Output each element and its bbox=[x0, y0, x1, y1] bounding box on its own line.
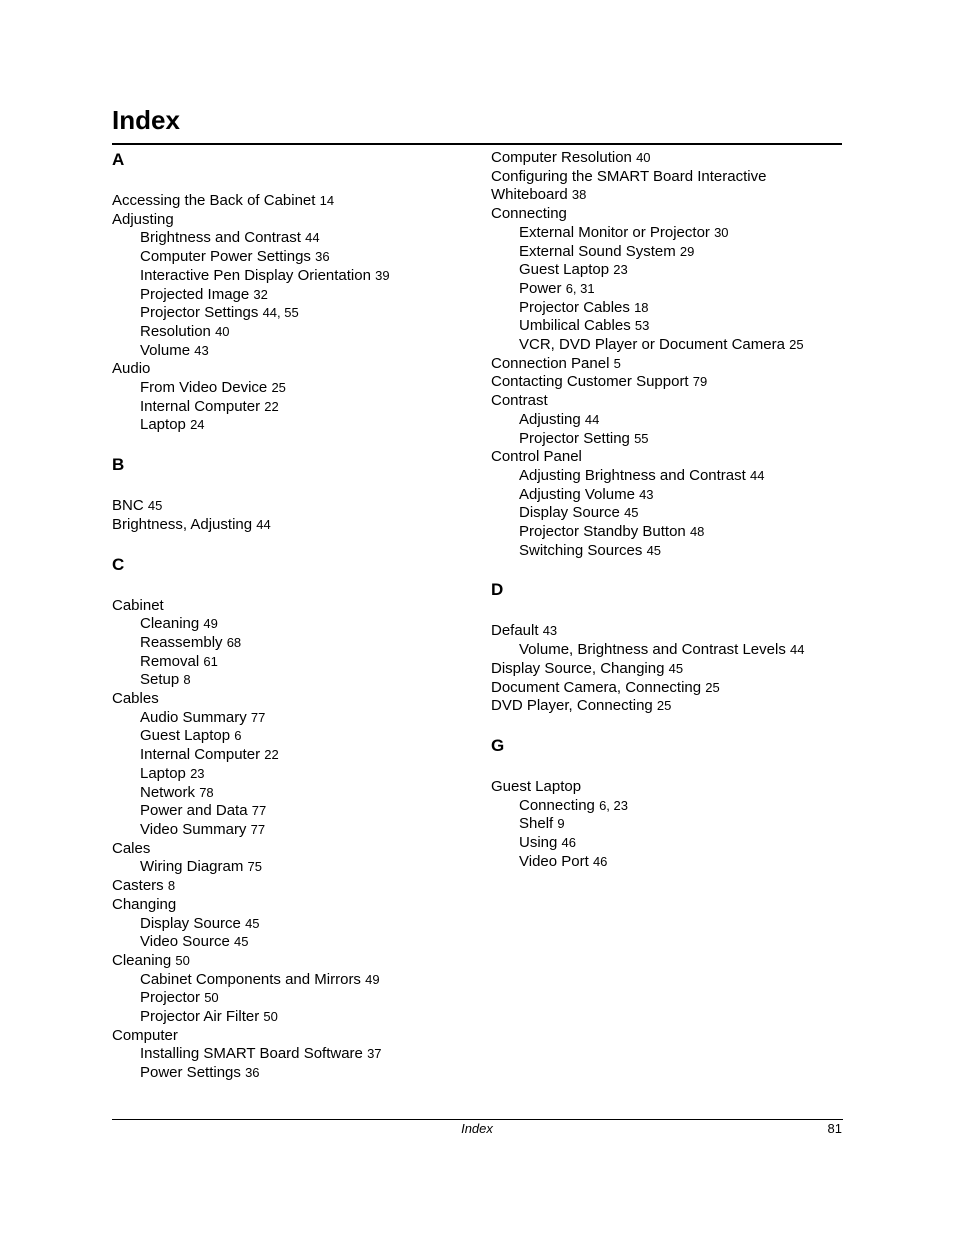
index-entry bbox=[491, 679, 851, 698]
entry-list bbox=[112, 597, 472, 1083]
entry-term: Removal bbox=[140, 652, 200, 670]
entry-page-ref[interactable]: 6, 23 bbox=[599, 797, 628, 813]
entry-page-ref[interactable]: 23 bbox=[613, 262, 628, 278]
index-entry bbox=[491, 205, 851, 224]
entry-term: Connection Panel bbox=[491, 354, 610, 372]
entry-term: Connecting bbox=[519, 796, 595, 814]
entry-page-ref[interactable]: 32 bbox=[253, 286, 268, 302]
entry-page-ref[interactable]: 36 bbox=[245, 1065, 260, 1081]
index-section bbox=[112, 554, 472, 1083]
index-subentry bbox=[112, 267, 472, 286]
entry-page-ref[interactable]: 68 bbox=[226, 634, 242, 650]
section-letter: D bbox=[491, 580, 504, 600]
entry-page-ref[interactable]: 77 bbox=[250, 821, 266, 837]
index-subentry bbox=[491, 280, 851, 299]
index-subentry bbox=[112, 615, 472, 634]
index-section bbox=[491, 735, 851, 872]
index-subentry bbox=[112, 971, 472, 990]
entry-term: Power and Data bbox=[140, 802, 248, 820]
entry-page-ref[interactable]: 77 bbox=[251, 803, 267, 819]
index-subentry bbox=[112, 671, 472, 690]
entry-page-ref[interactable]: 40 bbox=[215, 323, 230, 339]
entry-term: Adjusting bbox=[519, 410, 581, 428]
index-subentry bbox=[491, 523, 851, 542]
index-entry bbox=[491, 448, 851, 467]
index-subentry bbox=[112, 1045, 472, 1064]
index-subentry bbox=[491, 299, 851, 318]
entry-term: Projector Settings bbox=[140, 304, 259, 322]
index-subentry bbox=[491, 504, 851, 523]
entry-term: Internal Computer bbox=[140, 397, 261, 415]
entry-page-ref[interactable]: 25 bbox=[789, 337, 804, 353]
entry-term: DVD Player, Connecting bbox=[491, 697, 653, 715]
entry-page-ref[interactable]: 44 bbox=[749, 467, 765, 483]
section-letter: A bbox=[112, 150, 125, 169]
index-subentry bbox=[491, 317, 851, 336]
entry-page-ref[interactable]: 75 bbox=[247, 859, 262, 875]
entry-term: Video Port bbox=[519, 852, 589, 870]
index-entry bbox=[491, 622, 851, 641]
entry-term: Configuring the SMART Board Interactive bbox=[491, 167, 767, 185]
index-subentry bbox=[112, 858, 472, 877]
entry-term: Cleaning bbox=[140, 615, 200, 633]
index-subentry bbox=[112, 398, 472, 417]
index-subentry bbox=[112, 915, 472, 934]
index-subentry bbox=[112, 802, 472, 821]
entry-page-ref[interactable]: 43 bbox=[639, 486, 654, 502]
entry-page-ref[interactable]: 45 bbox=[233, 934, 249, 950]
entry-page-ref[interactable]: 29 bbox=[679, 243, 695, 259]
entry-list bbox=[491, 622, 851, 716]
entry-term: Computer bbox=[112, 1026, 178, 1044]
entry-list bbox=[112, 192, 472, 435]
entry-page-ref[interactable]: 53 bbox=[634, 318, 650, 334]
section-letter: C bbox=[112, 554, 125, 574]
entry-term: Volume bbox=[140, 341, 191, 359]
entry-page-ref[interactable]: 45 bbox=[646, 542, 662, 558]
entry-term: Laptop bbox=[140, 764, 186, 782]
index-subentry bbox=[491, 261, 851, 280]
entry-list bbox=[491, 778, 851, 872]
entry-term: Default bbox=[491, 622, 539, 640]
entry-term: Using bbox=[519, 834, 558, 852]
entry-term: Projector Setting bbox=[519, 429, 630, 447]
entry-page-ref[interactable]: 43 bbox=[542, 623, 558, 639]
index-column-right bbox=[491, 149, 851, 891]
entry-page-ref[interactable]: 77 bbox=[250, 709, 266, 725]
index-entry bbox=[112, 877, 472, 896]
entry-term: Switching Sources bbox=[519, 541, 643, 559]
entry-term: Umbilical Cables bbox=[519, 317, 631, 335]
entry-page-ref[interactable]: 22 bbox=[264, 747, 279, 763]
entry-page-ref[interactable]: 45 bbox=[624, 505, 639, 521]
index-entry bbox=[112, 360, 472, 379]
entry-page-ref[interactable]: 22 bbox=[264, 398, 279, 414]
index-subentry bbox=[112, 304, 472, 323]
index-section bbox=[491, 149, 851, 560]
entry-page-ref[interactable]: 50 bbox=[175, 952, 190, 968]
entry-term: Reassembly bbox=[140, 633, 223, 651]
index-entry bbox=[491, 186, 851, 205]
entry-term: Guest Laptop bbox=[140, 727, 231, 745]
index-entry bbox=[491, 660, 851, 679]
entry-page-ref[interactable]: 8 bbox=[167, 878, 176, 894]
entry-page-ref[interactable]: 39 bbox=[375, 267, 390, 283]
entry-page-ref[interactable]: 48 bbox=[689, 524, 705, 540]
entry-term: Adjusting Volume bbox=[519, 485, 635, 503]
index-subentry bbox=[491, 224, 851, 243]
index-subentry bbox=[112, 634, 472, 653]
index-subentry bbox=[112, 746, 472, 765]
entry-page-ref[interactable]: 61 bbox=[203, 653, 218, 669]
index-subentry bbox=[112, 1064, 472, 1083]
index-column-left bbox=[112, 149, 472, 1102]
entry-term: Network bbox=[140, 783, 196, 801]
entry-page-ref[interactable]: 44 bbox=[790, 642, 805, 658]
entry-page-ref[interactable]: 78 bbox=[199, 784, 214, 800]
entry-page-ref[interactable]: 50 bbox=[204, 990, 219, 1006]
entry-term: Cabinet bbox=[112, 596, 164, 614]
index-section bbox=[112, 149, 472, 435]
entry-term: Connecting bbox=[491, 205, 567, 223]
entry-term: Contacting Customer Support bbox=[491, 373, 689, 391]
entry-page-ref[interactable]: 6 bbox=[234, 728, 242, 744]
entry-term: Projector Standby Button bbox=[519, 523, 686, 541]
index-subentry bbox=[112, 784, 472, 803]
entry-term: Audio Summary bbox=[140, 708, 247, 726]
entry-term: Adjusting Brightness and Contrast bbox=[519, 466, 746, 484]
entry-term: Projector Cables bbox=[519, 298, 630, 316]
index-subentry bbox=[112, 653, 472, 672]
index-subentry bbox=[112, 416, 472, 435]
entry-term: Document Camera, Connecting bbox=[491, 678, 702, 696]
entry-term: Casters bbox=[112, 877, 164, 895]
entry-page-ref[interactable]: 8 bbox=[183, 672, 191, 688]
index-subentry bbox=[112, 989, 472, 1008]
index-subentry bbox=[112, 229, 472, 248]
index-entry bbox=[112, 516, 472, 535]
index-entry bbox=[491, 149, 851, 168]
entry-page-ref[interactable]: 45 bbox=[245, 915, 260, 931]
entry-term: Video Source bbox=[140, 933, 230, 951]
entry-term: Whiteboard bbox=[491, 186, 568, 204]
index-entry bbox=[491, 355, 851, 374]
entry-page-ref[interactable]: 44, 55 bbox=[262, 305, 299, 321]
entry-page-ref[interactable]: 36 bbox=[315, 249, 330, 265]
entry-page-ref[interactable]: 23 bbox=[190, 765, 205, 781]
entry-term: Projector bbox=[140, 989, 201, 1007]
index-entry bbox=[491, 392, 851, 411]
index-subentry bbox=[112, 286, 472, 305]
entry-term: External Monitor or Projector bbox=[519, 223, 710, 241]
index-entry bbox=[491, 373, 851, 392]
index-subentry bbox=[491, 542, 851, 561]
entry-page-ref[interactable]: 43 bbox=[194, 342, 209, 358]
entry-page-ref[interactable]: 30 bbox=[714, 224, 729, 240]
index-section bbox=[491, 579, 851, 716]
entry-term: Display Source bbox=[140, 914, 241, 932]
entry-term: Display Source, Changing bbox=[491, 659, 665, 677]
entry-term: Laptop bbox=[140, 416, 186, 434]
entry-term: From Video Device bbox=[140, 379, 268, 397]
index-subentry bbox=[491, 486, 851, 505]
entry-term: Shelf bbox=[519, 815, 554, 833]
index-entry bbox=[112, 192, 472, 211]
index-entry bbox=[112, 952, 472, 971]
entry-page-ref[interactable]: 25 bbox=[656, 698, 672, 714]
entry-term: Audio bbox=[112, 360, 151, 378]
entry-term: Brightness, Adjusting bbox=[112, 515, 253, 533]
index-entry bbox=[491, 778, 851, 797]
entry-term: Power Settings bbox=[140, 1064, 241, 1082]
entry-term: Video Summary bbox=[140, 820, 247, 838]
index-subentry bbox=[112, 727, 472, 746]
entry-page-ref[interactable]: 14 bbox=[319, 193, 335, 208]
entry-term: Internal Computer bbox=[140, 746, 261, 764]
entry-page-ref[interactable]: 46 bbox=[592, 853, 608, 869]
entry-term: Adjusting bbox=[112, 210, 174, 228]
entry-page-ref[interactable]: 45 bbox=[147, 498, 163, 514]
index-subentry bbox=[491, 797, 851, 816]
entry-page-ref[interactable]: 49 bbox=[203, 616, 218, 632]
index-subentry bbox=[491, 243, 851, 262]
entry-term: Cales bbox=[112, 839, 151, 857]
entry-term: Cleaning bbox=[112, 951, 172, 969]
index-subentry bbox=[491, 815, 851, 834]
entry-term: Display Source bbox=[519, 504, 620, 522]
entry-term: Cabinet Components and Mirrors bbox=[140, 970, 361, 988]
entry-term: VCR, DVD Player or Document Camera bbox=[519, 336, 785, 354]
index-subentry bbox=[112, 323, 472, 342]
entry-page-ref[interactable]: 46 bbox=[561, 835, 576, 851]
index-subentry bbox=[112, 765, 472, 784]
index-subentry bbox=[491, 641, 851, 660]
footer-divider bbox=[112, 1119, 843, 1120]
page-title: Index bbox=[112, 105, 180, 135]
entry-page-ref[interactable]: 49 bbox=[365, 971, 380, 987]
index-entry bbox=[112, 597, 472, 616]
index-entry bbox=[491, 697, 851, 716]
entry-term: Guest Laptop bbox=[519, 261, 610, 279]
entry-term: Guest Laptop bbox=[491, 777, 582, 795]
section-letter: B bbox=[112, 455, 125, 475]
index-section bbox=[112, 454, 472, 534]
index-entry bbox=[491, 168, 851, 187]
entry-term: Installing SMART Board Software bbox=[140, 1045, 363, 1063]
entry-term: Wiring Diagram bbox=[140, 858, 244, 876]
index-subentry bbox=[491, 834, 851, 853]
entry-list bbox=[491, 149, 851, 560]
entry-page-ref[interactable]: 55 bbox=[634, 430, 649, 446]
entry-page-ref[interactable]: 37 bbox=[367, 1046, 382, 1062]
entry-page-ref[interactable]: 5 bbox=[613, 355, 621, 371]
index-subentry bbox=[112, 342, 472, 361]
index-subentry bbox=[112, 379, 472, 398]
entry-term: Changing bbox=[112, 895, 177, 913]
index-entry bbox=[112, 497, 472, 516]
entry-page-ref[interactable]: 25 bbox=[705, 679, 720, 695]
entry-term: Power bbox=[519, 279, 562, 297]
section-letter: G bbox=[491, 735, 505, 755]
entry-page-ref[interactable]: 38 bbox=[571, 187, 587, 203]
index-entry bbox=[112, 690, 472, 709]
entry-term: BNC bbox=[112, 497, 144, 515]
entry-page-ref[interactable]: 18 bbox=[634, 299, 649, 315]
entry-page-ref[interactable]: 6, 31 bbox=[565, 280, 595, 296]
index-subentry bbox=[112, 709, 472, 728]
entry-page-ref[interactable]: 79 bbox=[692, 374, 708, 390]
entry-term: Projector Air Filter bbox=[140, 1008, 260, 1026]
entry-term: Resolution bbox=[140, 322, 211, 340]
index-entry bbox=[112, 896, 472, 915]
entry-list bbox=[112, 497, 472, 534]
entry-page-ref[interactable]: 9 bbox=[557, 816, 565, 832]
index-entry bbox=[112, 840, 472, 859]
entry-term: Control Panel bbox=[491, 448, 582, 466]
index-entry bbox=[112, 1027, 472, 1046]
index-subentry bbox=[491, 411, 851, 430]
entry-term: External Sound System bbox=[519, 242, 676, 260]
entry-term: Cables bbox=[112, 690, 159, 708]
entry-page-ref[interactable]: 40 bbox=[636, 150, 651, 165]
entry-term: Projected Image bbox=[140, 285, 250, 303]
entry-page-ref[interactable]: 24 bbox=[190, 417, 205, 433]
entry-page-ref[interactable]: 44 bbox=[584, 411, 600, 427]
index-subentry bbox=[112, 1008, 472, 1027]
entry-page-ref[interactable]: 45 bbox=[668, 660, 684, 676]
footer-section-title: Index bbox=[461, 1121, 493, 1136]
entry-term: Interactive Pen Display Orientation bbox=[140, 266, 371, 284]
index-entry bbox=[112, 211, 472, 230]
entry-term: Contrast bbox=[491, 392, 548, 410]
entry-term: Volume, Brightness and Contrast Levels bbox=[519, 641, 786, 659]
entry-term: Accessing the Back of Cabinet bbox=[112, 192, 316, 209]
entry-page-ref[interactable]: 44 bbox=[256, 516, 271, 532]
index-subentry bbox=[491, 430, 851, 449]
entry-term: Setup bbox=[140, 671, 180, 689]
footer-page-number: 81 bbox=[827, 1121, 842, 1136]
index-subentry bbox=[491, 467, 851, 486]
entry-page-ref[interactable]: 50 bbox=[263, 1009, 278, 1025]
index-subentry bbox=[112, 248, 472, 267]
entry-term: Computer Resolution bbox=[491, 149, 632, 166]
entry-term: Brightness and Contrast bbox=[140, 229, 301, 247]
entry-page-ref[interactable]: 44 bbox=[305, 230, 320, 246]
entry-term: Computer Power Settings bbox=[140, 248, 311, 266]
index-subentry bbox=[112, 933, 472, 952]
title-divider bbox=[112, 143, 842, 145]
index-subentry bbox=[491, 853, 851, 872]
index-subentry bbox=[112, 821, 472, 840]
entry-page-ref[interactable]: 25 bbox=[271, 380, 286, 396]
index-subentry bbox=[491, 336, 851, 355]
